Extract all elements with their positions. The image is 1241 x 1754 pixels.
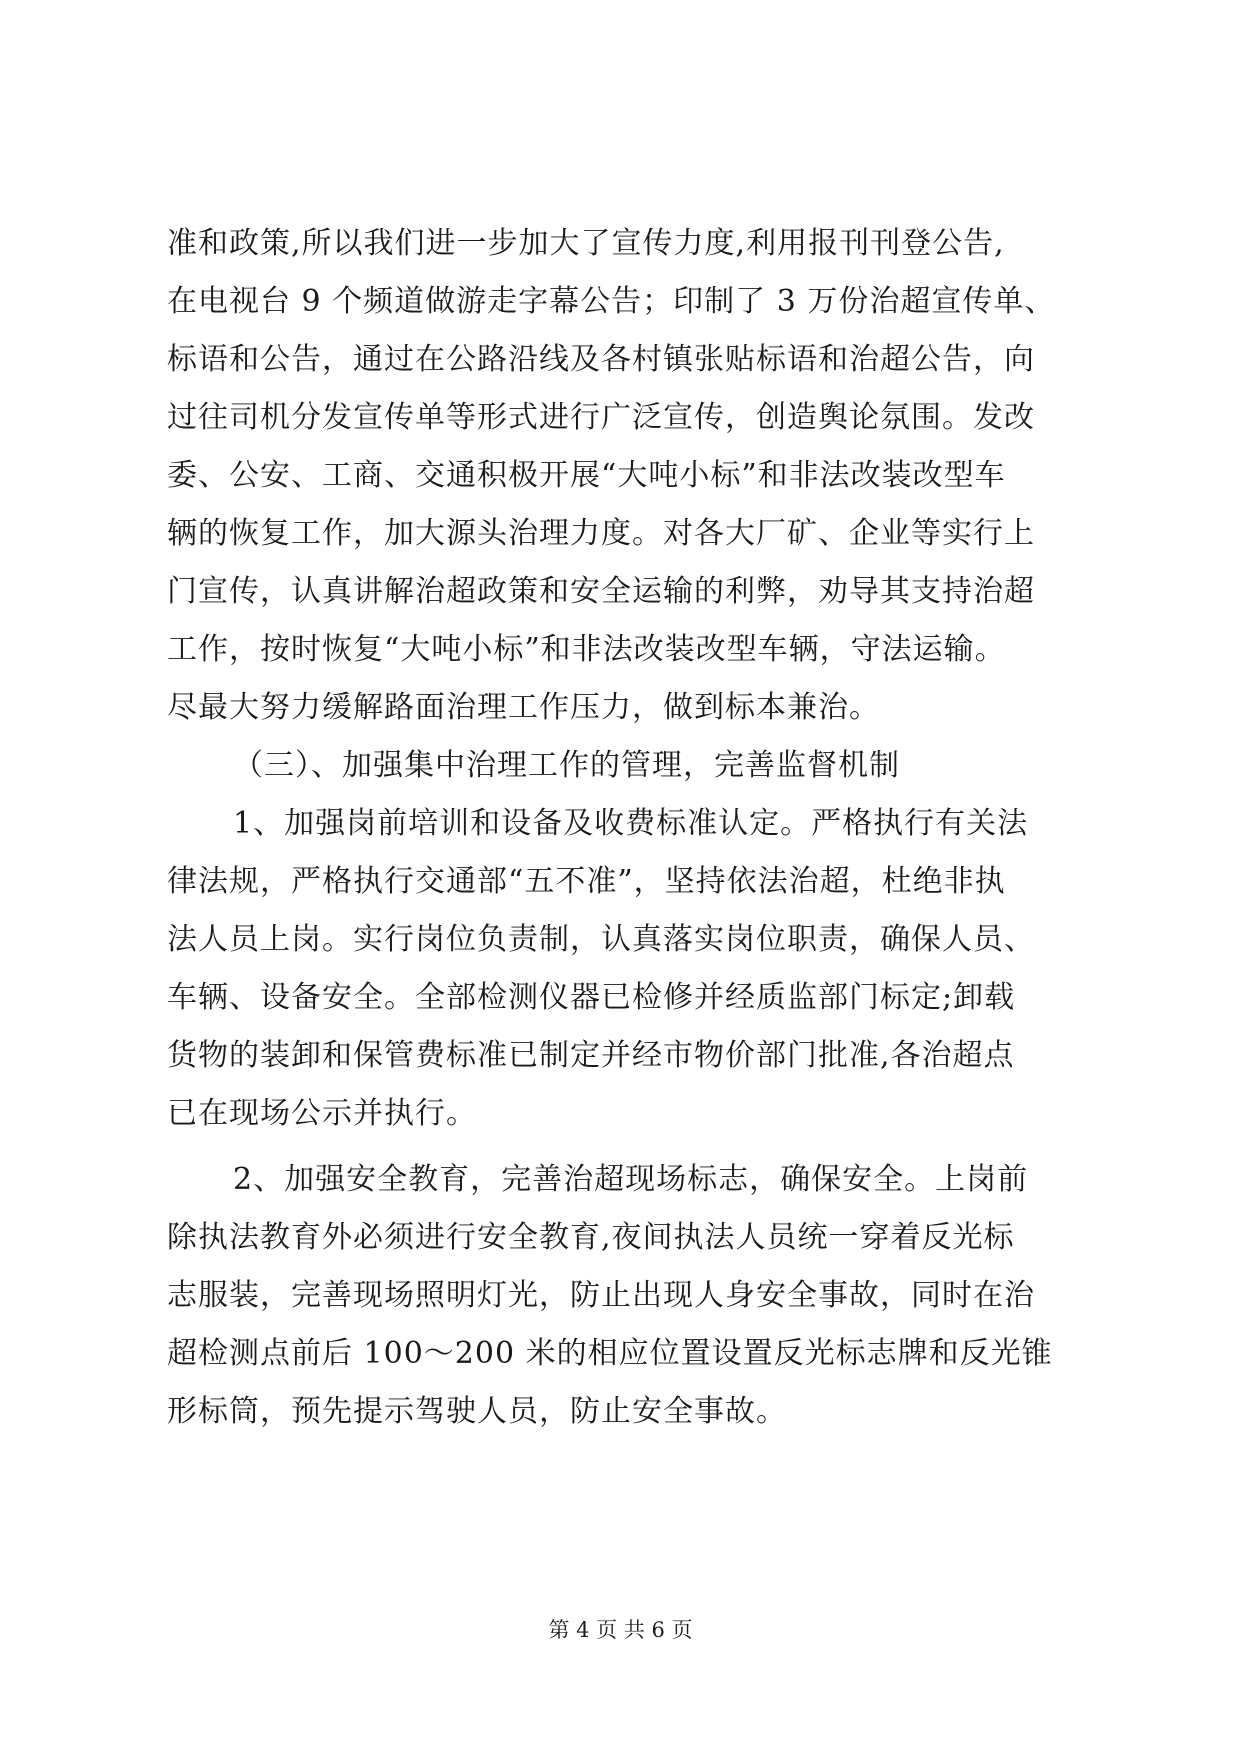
text-line: 志服装，完善现场照明灯光，防止出现人身安全事故，同时在治 — [167, 1278, 1035, 1313]
section-heading: （三）、加强集中治理工作的管理，完善监督机制 — [233, 748, 900, 783]
text-line: 1、加强岗前培训和设备及收费标准认定。严格执行有关法 — [233, 806, 1029, 841]
text-line: 标语和公告，通过在公路沿线及各村镇张贴标语和治超公告，向 — [167, 342, 1035, 377]
text-line: 除执法教育外必须进行安全教育,夜间执法人员统一穿着反光标 — [167, 1220, 1015, 1255]
text-line: 委、公安、工商、交通积极开展“大吨小标”和非法改装改型车 — [167, 458, 1006, 493]
text-line: 货物的装卸和保管费标准已制定并经市物价部门批准,各治超点 — [167, 1038, 1015, 1073]
text-line: 工作，按时恢复“大吨小标”和非法改装改型车辆，守法运输。 — [167, 632, 1006, 667]
text-line: 法人员上岗。实行岗位负责制，认真落实岗位职责，确保人员、 — [167, 922, 1035, 957]
text-line: 形标筒，预先提示驾驶人员，防止安全事故。 — [167, 1394, 787, 1429]
text-line: 律法规，严格执行交通部“五不准”，坚持依法治超，杜绝非执 — [167, 864, 1006, 899]
text-line: 已在现场公示并执行。 — [167, 1096, 477, 1131]
text-line: 超检测点前后 100～200 米的相应位置设置反光标志牌和反光锥 — [167, 1336, 1053, 1371]
text-line: 2、加强安全教育，完善治超现场标志，确保安全。上岗前 — [233, 1162, 1029, 1197]
page-number-footer: 第 4 页 共 6 页 — [548, 1618, 693, 1642]
text-line: 尽最大努力缓解路面治理工作压力，做到标本兼治。 — [167, 690, 880, 725]
text-line: 过往司机分发宣传单等形式进行广泛宣传，创造舆论氛围。发改 — [167, 400, 1035, 435]
text-line: 辆的恢复工作，加大源头治理力度。对各大厂矿、企业等实行上 — [167, 516, 1035, 551]
text-line: 车辆、设备安全。全部检测仪器已检修并经质监部门标定;卸载 — [167, 980, 1016, 1015]
text-line: 门宣传，认真讲解治超政策和安全运输的利弊，劝导其支持治超 — [167, 574, 1035, 609]
text-line: 准和政策,所以我们进一步加大了宣传力度,利用报刊刊登公告, — [167, 226, 1005, 261]
text-line: 在电视台 9 个频道做游走字幕公告；印制了 3 万份治超宣传单、 — [167, 284, 1056, 319]
